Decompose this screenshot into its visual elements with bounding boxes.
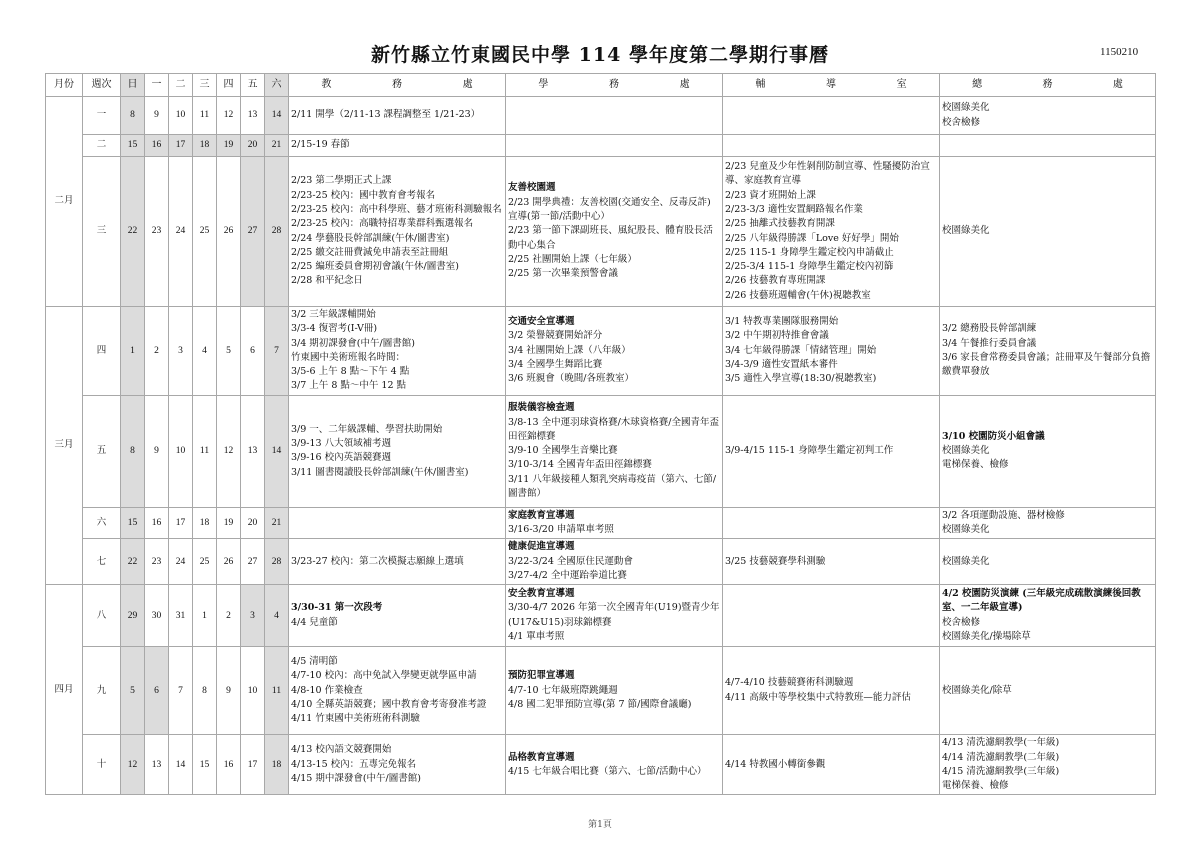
event-item: 4/13-15 校內：五專完免報名	[291, 758, 417, 770]
month-label: 四月	[46, 585, 83, 795]
week-row	[46, 97, 1156, 135]
event-item: 2/23 資才班開始上課	[725, 189, 816, 201]
event-item: 3/10-3/14 全國青年盃田徑錦標賽	[508, 459, 652, 471]
month-label: 三月	[46, 307, 83, 585]
date-cell: 23	[145, 157, 169, 307]
general-events-cell	[940, 307, 1156, 396]
event-item: 健康促進宣導週	[508, 541, 575, 553]
date-cell: 12	[121, 735, 145, 795]
week-row	[46, 735, 1156, 795]
date-cell: 22	[121, 157, 145, 307]
date-cell: 3	[169, 307, 193, 396]
event-item: 2/26 技藝班週輔會(午休)視聽教室	[725, 289, 871, 301]
event-item: 4/2 校園防災演練 (三年級完成疏散演練後回教室、一二年級宣導)	[942, 588, 1141, 614]
event-item: 2/25 抽離式技藝教育開課	[725, 218, 835, 230]
academic-events-cell	[289, 395, 506, 507]
header-day-mon: 一	[145, 74, 169, 97]
date-cell: 5	[217, 307, 241, 396]
event-item: 3/9-4/15 115-1 身障學生鑑定初判工作	[725, 445, 894, 457]
page-number: 第1頁	[588, 820, 612, 830]
date-cell: 14	[265, 395, 289, 507]
header-char: 學	[538, 78, 549, 90]
event-item: 品格教育宣導週	[508, 751, 575, 763]
event-item: 3/4 全國學生舞蹈比賽	[508, 359, 603, 371]
date-cell: 29	[121, 585, 145, 647]
header-day-sun: 日	[121, 74, 145, 97]
event-item: 2/25 編班委員會期初會議(午休/圖書室)	[291, 261, 459, 273]
event-item: 4/4 兒童節	[291, 616, 338, 628]
event-item: 校園綠美化/除草	[942, 684, 1012, 696]
event-item: 3/30-4/7 2026 年第一次全國青年(U19)暨青少年(U17&U15)羽球錦標賽	[508, 602, 720, 628]
event-item: 竹東國中美術班報名時間：	[291, 351, 406, 363]
event-item: 校舍檢修	[942, 116, 981, 128]
event-item: 3/6 班親會（晚間/各班教室）	[508, 373, 635, 385]
week-number: 八	[83, 585, 121, 647]
month-label: 二月	[46, 97, 83, 307]
header-row	[46, 74, 1156, 97]
week-number: 七	[83, 539, 121, 585]
date-cell: 4	[265, 585, 289, 647]
event-item: 校園綠美化	[942, 102, 990, 114]
date-cell: 28	[265, 157, 289, 307]
date-cell: 9	[217, 647, 241, 735]
event-item: 4/11 高級中等學校集中式特教班—能力評估	[725, 691, 911, 703]
guidance-events-cell	[723, 539, 940, 585]
event-item: 友善校園週	[508, 182, 556, 194]
date-cell: 11	[193, 395, 217, 507]
date-cell: 20	[241, 507, 265, 539]
event-item: 2/25-3/4 115-1 身障學生鑑定校內初篩	[725, 261, 894, 273]
general-events-cell	[940, 135, 1156, 157]
event-item: 2/24 學藝股長幹部訓練(午休/圖書室)	[291, 232, 450, 244]
date-cell: 11	[265, 647, 289, 735]
date-cell: 15	[121, 507, 145, 539]
date-cell: 17	[241, 735, 265, 795]
week-number: 三	[83, 157, 121, 307]
event-item: 2/23-25 校內：高中科學班、藝才班術科測驗報名	[291, 203, 502, 215]
date-cell: 6	[241, 307, 265, 396]
academic-events-cell	[289, 647, 506, 735]
event-item: 3/4 社團開始上課（八年級）	[508, 344, 631, 356]
event-item: 2/23-25 校內：高職特招專業群科甄選報名	[291, 218, 474, 230]
date-cell: 16	[145, 507, 169, 539]
event-item: 3/2 各項運動設施、器材檢修	[942, 509, 1065, 521]
date-cell: 2	[217, 585, 241, 647]
guidance-events-cell	[723, 585, 940, 647]
event-item: 2/25 115-1 身障學生鑑定校內申請截止	[725, 246, 894, 258]
date-cell: 2	[145, 307, 169, 396]
event-item: 校園綠美化	[942, 524, 990, 536]
event-item: 3/4 七年級得勝課「情緒管理」開始	[725, 344, 877, 356]
date-cell: 16	[217, 735, 241, 795]
academic-events-cell	[289, 157, 506, 307]
event-item: 2/25 八年級得勝課「Love 好好學」開始	[725, 232, 899, 244]
date-cell: 26	[217, 157, 241, 307]
event-item: 3/25 技藝競賽學科測驗	[725, 555, 826, 567]
general-events-cell	[940, 97, 1156, 135]
event-item: 3/2 三年級課輔開始	[291, 309, 376, 320]
event-item: 3/6 家長會常務委員會議；註冊單及午餐部分負擔繳費單發放	[942, 351, 1151, 378]
event-item: 預防犯罪宣導週	[508, 670, 575, 682]
week-number: 十	[83, 735, 121, 795]
event-item: 4/5 清明節	[291, 656, 338, 668]
student-events-cell	[506, 307, 723, 396]
general-events-cell	[940, 647, 1156, 735]
event-item: 4/8-10 作業檢查	[291, 684, 363, 696]
week-row	[46, 395, 1156, 507]
event-item: 3/27-4/2 全中運跆拳道比賽	[508, 569, 627, 581]
event-item: 2/23 第一節下課副班長、風紀股長、體育股長活動中心集合	[508, 225, 713, 251]
date-cell: 6	[145, 647, 169, 735]
date-cell: 27	[241, 539, 265, 585]
date-cell: 7	[265, 307, 289, 396]
event-item: 3/16-3/20 申請單車考照	[508, 524, 614, 536]
event-item: 3/9-10 全國學生音樂比賽	[508, 445, 618, 457]
guidance-events-cell	[723, 97, 940, 135]
student-events-cell	[506, 585, 723, 647]
header-char: 處	[1112, 78, 1123, 90]
event-item: 家庭教育宣導週	[508, 509, 575, 521]
event-item: 4/14 特教國小轉銜參觀	[725, 758, 826, 770]
calendar-table	[45, 73, 1156, 795]
date-cell: 18	[193, 507, 217, 539]
date-cell: 5	[121, 647, 145, 735]
date-cell: 30	[145, 585, 169, 647]
event-item: 3/10 校園防災小組會議	[942, 430, 1045, 442]
general-events-cell	[940, 507, 1156, 539]
header-char: 輔	[755, 78, 766, 90]
event-item: 2/15-19 春節	[291, 139, 350, 151]
student-events-cell	[506, 507, 723, 539]
date-cell: 4	[193, 307, 217, 396]
guidance-events-cell	[723, 135, 940, 157]
date-cell: 12	[217, 395, 241, 507]
guidance-events-cell	[723, 395, 940, 507]
event-item: 2/23-3/3 適性安置網路報名作業	[725, 203, 863, 215]
event-item: 3/8-13 全中運羽球資格賽/木球資格賽/全國青年盃田徑錦標賽	[508, 416, 720, 442]
event-item: 校園綠美化	[942, 555, 990, 567]
general-events-cell	[940, 157, 1156, 307]
event-item: 4/13 清洗濾網教學(一年級)	[942, 737, 1060, 749]
event-item: 4/1 單車考照	[508, 631, 565, 643]
event-item: 2/23-25 校內：國中教育會考報名	[291, 189, 436, 201]
academic-events-cell	[289, 735, 506, 795]
week-row	[46, 585, 1156, 647]
date-cell: 23	[145, 539, 169, 585]
header-char: 處	[462, 78, 473, 90]
header-day-sat: 六	[265, 74, 289, 97]
event-item: 3/2 榮譽競賽開始評分	[508, 330, 603, 342]
event-item: 校舍檢修	[942, 616, 981, 628]
date-cell: 9	[145, 395, 169, 507]
event-item: 3/5-6 上午 8 點～下午 4 點	[291, 366, 410, 378]
week-number: 六	[83, 507, 121, 539]
event-item: 電梯保養、檢修	[942, 459, 1009, 471]
event-item: 3/9-13 八大領域補考週	[291, 437, 392, 449]
date-cell: 21	[265, 135, 289, 157]
event-item: 4/7-4/10 技藝競賽術科測驗週	[725, 677, 854, 689]
date-cell: 13	[241, 97, 265, 135]
event-item: 3/11 圖書閱讀股長幹部訓練(午休/圖書室)	[291, 466, 469, 478]
event-item: 4/10 全縣英語競賽；國中教育會考寄發准考證	[291, 698, 487, 710]
date-cell: 3	[241, 585, 265, 647]
date-cell: 22	[121, 539, 145, 585]
event-item: 2/23 第二學期正式上課	[291, 175, 392, 187]
date-cell: 13	[241, 395, 265, 507]
date-cell: 19	[217, 507, 241, 539]
event-item: 4/15 清洗濾網教學(三年級)	[942, 765, 1060, 777]
week-number: 四	[83, 307, 121, 396]
event-item: 校園綠美化	[942, 225, 990, 237]
header-week: 週次	[83, 74, 121, 97]
event-item: 3/30-31 第一次段考	[291, 602, 383, 614]
header-academic-affairs	[289, 74, 506, 97]
student-events-cell	[506, 395, 723, 507]
general-events-cell	[940, 395, 1156, 507]
date-cell: 17	[169, 507, 193, 539]
academic-events-cell	[289, 539, 506, 585]
event-item: 2/23 開學典禮：友善校園(交通安全、反毒反詐)宣導(第一節/活動中心）	[508, 196, 711, 223]
event-item: 服裝儀容檢查週	[508, 402, 575, 414]
week-row	[46, 157, 1156, 307]
event-item: 4/11 竹東國中美術班術科測驗	[291, 713, 420, 725]
date-cell: 19	[217, 135, 241, 157]
event-item: 校園綠美化/操場除草	[942, 631, 1031, 643]
event-item: 2/11 開學（2/11-13 課程調整至 1/21-23）	[291, 109, 481, 121]
event-item: 電梯保養、檢修	[942, 780, 1009, 792]
event-item: 3/2 中午期初特推會會議	[725, 330, 829, 342]
date-cell: 14	[265, 97, 289, 135]
week-number: 二	[83, 135, 121, 157]
date-cell: 17	[169, 135, 193, 157]
event-item: 2/25 社團開始上課（七年級）	[508, 253, 637, 265]
header-char: 導	[825, 78, 836, 90]
week-row	[46, 135, 1156, 157]
date-cell: 8	[121, 395, 145, 507]
date-cell: 16	[145, 135, 169, 157]
date-cell: 11	[193, 97, 217, 135]
header-char: 處	[679, 78, 690, 90]
event-item: 3/3-4 復習考(I-V冊)	[291, 323, 378, 335]
date-cell: 15	[193, 735, 217, 795]
event-item: 3/4 期初課發會(中午/圖書館)	[291, 337, 415, 349]
date-cell: 14	[169, 735, 193, 795]
event-item: 3/2 總務股長幹部訓練	[942, 323, 1037, 335]
date-cell: 1	[193, 585, 217, 647]
header-char: 教	[321, 78, 332, 90]
date-cell: 25	[193, 539, 217, 585]
event-item: 3/5 適性入學宣導(18:30/視聽教室)	[725, 373, 877, 385]
event-item: 3/9 一、二年級課輔、學習扶助開始	[291, 423, 443, 435]
header-day-tue: 二	[169, 74, 193, 97]
header-char: 務	[391, 78, 402, 90]
student-events-cell	[506, 157, 723, 307]
date-cell: 1	[121, 307, 145, 396]
header-day-thu: 四	[217, 74, 241, 97]
date-cell: 10	[169, 395, 193, 507]
event-item: 3/9-16 校內英語競賽週	[291, 452, 392, 464]
academic-events-cell	[289, 307, 506, 396]
week-number: 五	[83, 395, 121, 507]
date-cell: 21	[265, 507, 289, 539]
week-row	[46, 647, 1156, 735]
academic-events-cell	[289, 507, 506, 539]
header-guidance-office	[723, 74, 940, 97]
event-item: 2/25 繳交註冊費減免申請表至註冊組	[291, 246, 449, 258]
week-row	[46, 539, 1156, 585]
header-general-affairs	[940, 74, 1156, 97]
event-item: 2/28 和平紀念日	[291, 275, 363, 287]
date-cell: 24	[169, 157, 193, 307]
event-item: 校園綠美化	[942, 445, 990, 457]
header-day-wed: 三	[193, 74, 217, 97]
date-cell: 10	[241, 647, 265, 735]
event-item: 3/1 特教專業團隊服務開始	[725, 316, 839, 328]
week-row	[46, 307, 1156, 396]
event-item: 4/15 期中課發會(中午/圖書館)	[291, 773, 421, 784]
date-cell: 18	[193, 135, 217, 157]
header-student-affairs	[506, 74, 723, 97]
event-item: 4/7-10 校內：高中免試入學變更就學區申請	[291, 670, 477, 682]
event-item: 2/23 兒童及少年性剝削防制宣導、性騷擾防治宣導、家庭教育宣導	[725, 161, 930, 187]
event-item: 2/25 第一次畢業預警會議	[508, 268, 618, 280]
header-day-fri: 五	[241, 74, 265, 97]
date-cell: 25	[193, 157, 217, 307]
event-item: 3/7 上午 8 點～中午 12 點	[291, 380, 407, 392]
event-item: 2/26 技藝教育專班開課	[725, 275, 826, 287]
date-cell: 24	[169, 539, 193, 585]
event-item: 3/11 八年級接種人類乳突病毒疫苗（第六、七節/圖書館）	[508, 473, 717, 500]
calendar-body	[46, 97, 1156, 795]
date-cell: 28	[265, 539, 289, 585]
header-char: 室	[896, 78, 907, 90]
guidance-events-cell	[723, 735, 940, 795]
event-item: 3/4 午餐推行委員會議	[942, 337, 1037, 349]
event-item: 4/15 七年級合唱比賽（第六、七節/活動中心）	[508, 765, 707, 777]
date-cell: 8	[121, 97, 145, 135]
guidance-events-cell	[723, 647, 940, 735]
student-events-cell	[506, 735, 723, 795]
date-cell: 26	[217, 539, 241, 585]
date-cell: 15	[121, 135, 145, 157]
student-events-cell	[506, 539, 723, 585]
guidance-events-cell	[723, 157, 940, 307]
header-char: 務	[1042, 78, 1053, 90]
date-cell: 18	[265, 735, 289, 795]
header-char: 務	[608, 78, 619, 90]
date-cell: 27	[241, 157, 265, 307]
date-cell: 20	[241, 135, 265, 157]
date-cell: 12	[217, 97, 241, 135]
week-number: 一	[83, 97, 121, 135]
guidance-events-cell	[723, 507, 940, 539]
event-item: 4/8 國二犯罪預防宣導(第 7 節/國際會議廳)	[508, 698, 692, 710]
student-events-cell	[506, 135, 723, 157]
academic-events-cell	[289, 97, 506, 135]
academic-events-cell	[289, 135, 506, 157]
date-cell: 9	[145, 97, 169, 135]
event-item: 4/7-10 七年級班際跳繩週	[508, 684, 618, 696]
week-row	[46, 507, 1156, 539]
guidance-events-cell	[723, 307, 940, 396]
header-char: 總	[972, 78, 983, 90]
date-cell: 10	[169, 97, 193, 135]
student-events-cell	[506, 647, 723, 735]
general-events-cell	[940, 539, 1156, 585]
week-number: 九	[83, 647, 121, 735]
student-events-cell	[506, 97, 723, 135]
general-events-cell	[940, 585, 1156, 647]
event-item: 3/23-27 校內：第二次模擬志願線上選填	[291, 555, 464, 567]
event-item: 4/14 清洗濾網教學(二年級)	[942, 751, 1060, 763]
event-item: 交通安全宣導週	[508, 316, 575, 328]
header-month: 月份	[46, 74, 83, 97]
page-title: 新竹縣立竹東國民中學 114 學年度第二學期行事曆	[371, 44, 829, 66]
date-cell: 13	[145, 735, 169, 795]
general-events-cell	[940, 735, 1156, 795]
event-item: 3/22-3/24 全國原住民運動會	[508, 555, 633, 567]
event-item: 4/13 校內語文競賽開始	[291, 744, 392, 756]
date-cell: 31	[169, 585, 193, 647]
event-item: 安全教育宣導週	[508, 588, 575, 600]
date-cell: 7	[169, 647, 193, 735]
date-cell: 8	[193, 647, 217, 735]
document-code: 1150210	[1100, 46, 1139, 58]
academic-events-cell	[289, 585, 506, 647]
event-item: 3/4-3/9 適性安置紙本審件	[725, 359, 838, 371]
